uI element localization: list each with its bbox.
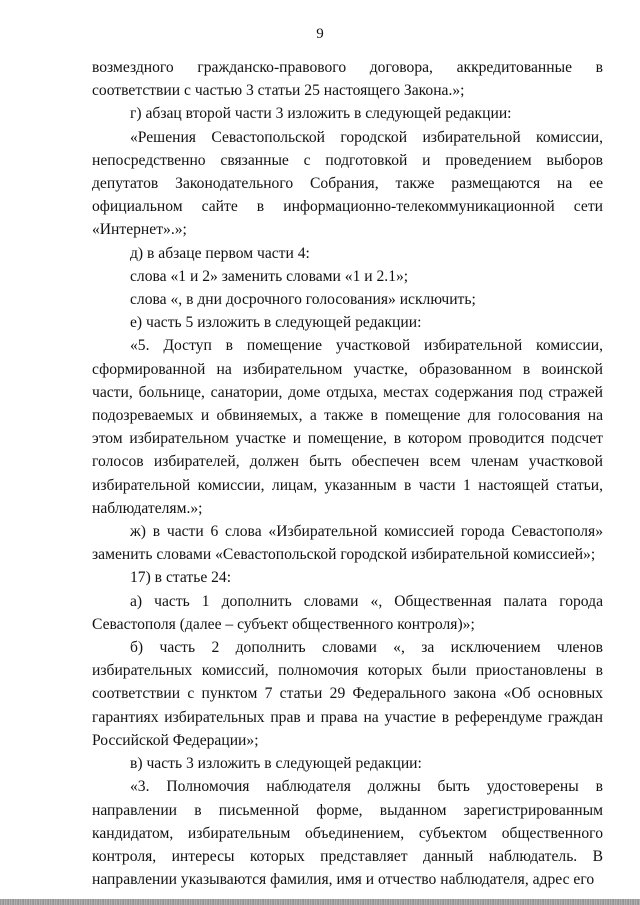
paragraph-3: «Решения Севастопольской городской избирательной комиссии, непосредственно связанные с подготовкой и проведением выборов депутатов Законодательного Собрания, также размещаются на ее официальном сайте в информационно-телекоммуникационной сети «Интернет».»; (92, 128, 603, 239)
page-number: 9 (316, 26, 324, 42)
paragraph-2: г) абзац второй части 3 изложить в следующей редакции: (130, 105, 512, 123)
paragraph-1: возмездного гражданско-правового договора, аккредитованные в соответствии с частью 3 статьи 25 настоящего Закона.»; (92, 59, 603, 100)
document-body (92, 56, 603, 891)
paragraph-7: е) часть 5 изложить в следующей редакции: (130, 314, 422, 332)
paragraph-8: «5. Доступ в помещение участковой избирательной комиссии, сформированной на избирательном участке, образованном в воинской части, больнице, санатории, доме отдыха, местах содержания под стражей подозреваемых и обвиняемых, а также в помещение для голосования на этом избирательном участке и помещение, в котором проводится подсчет голосов избирателей, должен быть обеспечен всем членам участковой избирательной комиссии, лицам, указанным в части 1 настоящей статьи, наблюдателям.»; (92, 337, 603, 517)
paragraph-14: «3. Полномочия наблюдателя должны быть удостоверены в направлении в письменной форме, выданном зарегистрированным кандидатом, избирательным объединением, субъектом общественного контроля, интересы которых представляет данный наблюдатель. В направлении указываются фамилия, имя и отчество наблюдателя, адрес его (92, 778, 603, 889)
paragraph-6: слова «, в дни досрочного голосования» исключить; (130, 291, 476, 309)
paragraph-9: ж) в части 6 слова «Избирательной комиссией города Севастополя» заменить словами «Севастопольской городской избирательной комиссией»; (92, 523, 603, 564)
paragraph-11: а) часть 1 дополнить словами «, Общественная палата города Севастополя (далее – субъект общественного контроля)»; (92, 592, 603, 633)
paragraph-5: слова «1 и 2» заменить словами «1 и 2.1»; (130, 267, 409, 285)
paragraph-4: д) в абзаце первом части 4: (130, 244, 310, 262)
paragraph-13: в) часть 3 изложить в следующей редакции: (130, 755, 422, 773)
paragraph-10: 17) в статье 24: (130, 569, 232, 587)
scan-edge (0, 899, 640, 905)
paragraph-12: б) часть 2 дополнить словами «, за исключением членов избирательных комиссий, полномочия которых были приостановлены в соответствии с пунктом 7 статьи 29 Федерального закона «Об основных гарантиях избирательных прав и права на участие в референдуме граждан Российской Федерации»; (92, 639, 603, 749)
